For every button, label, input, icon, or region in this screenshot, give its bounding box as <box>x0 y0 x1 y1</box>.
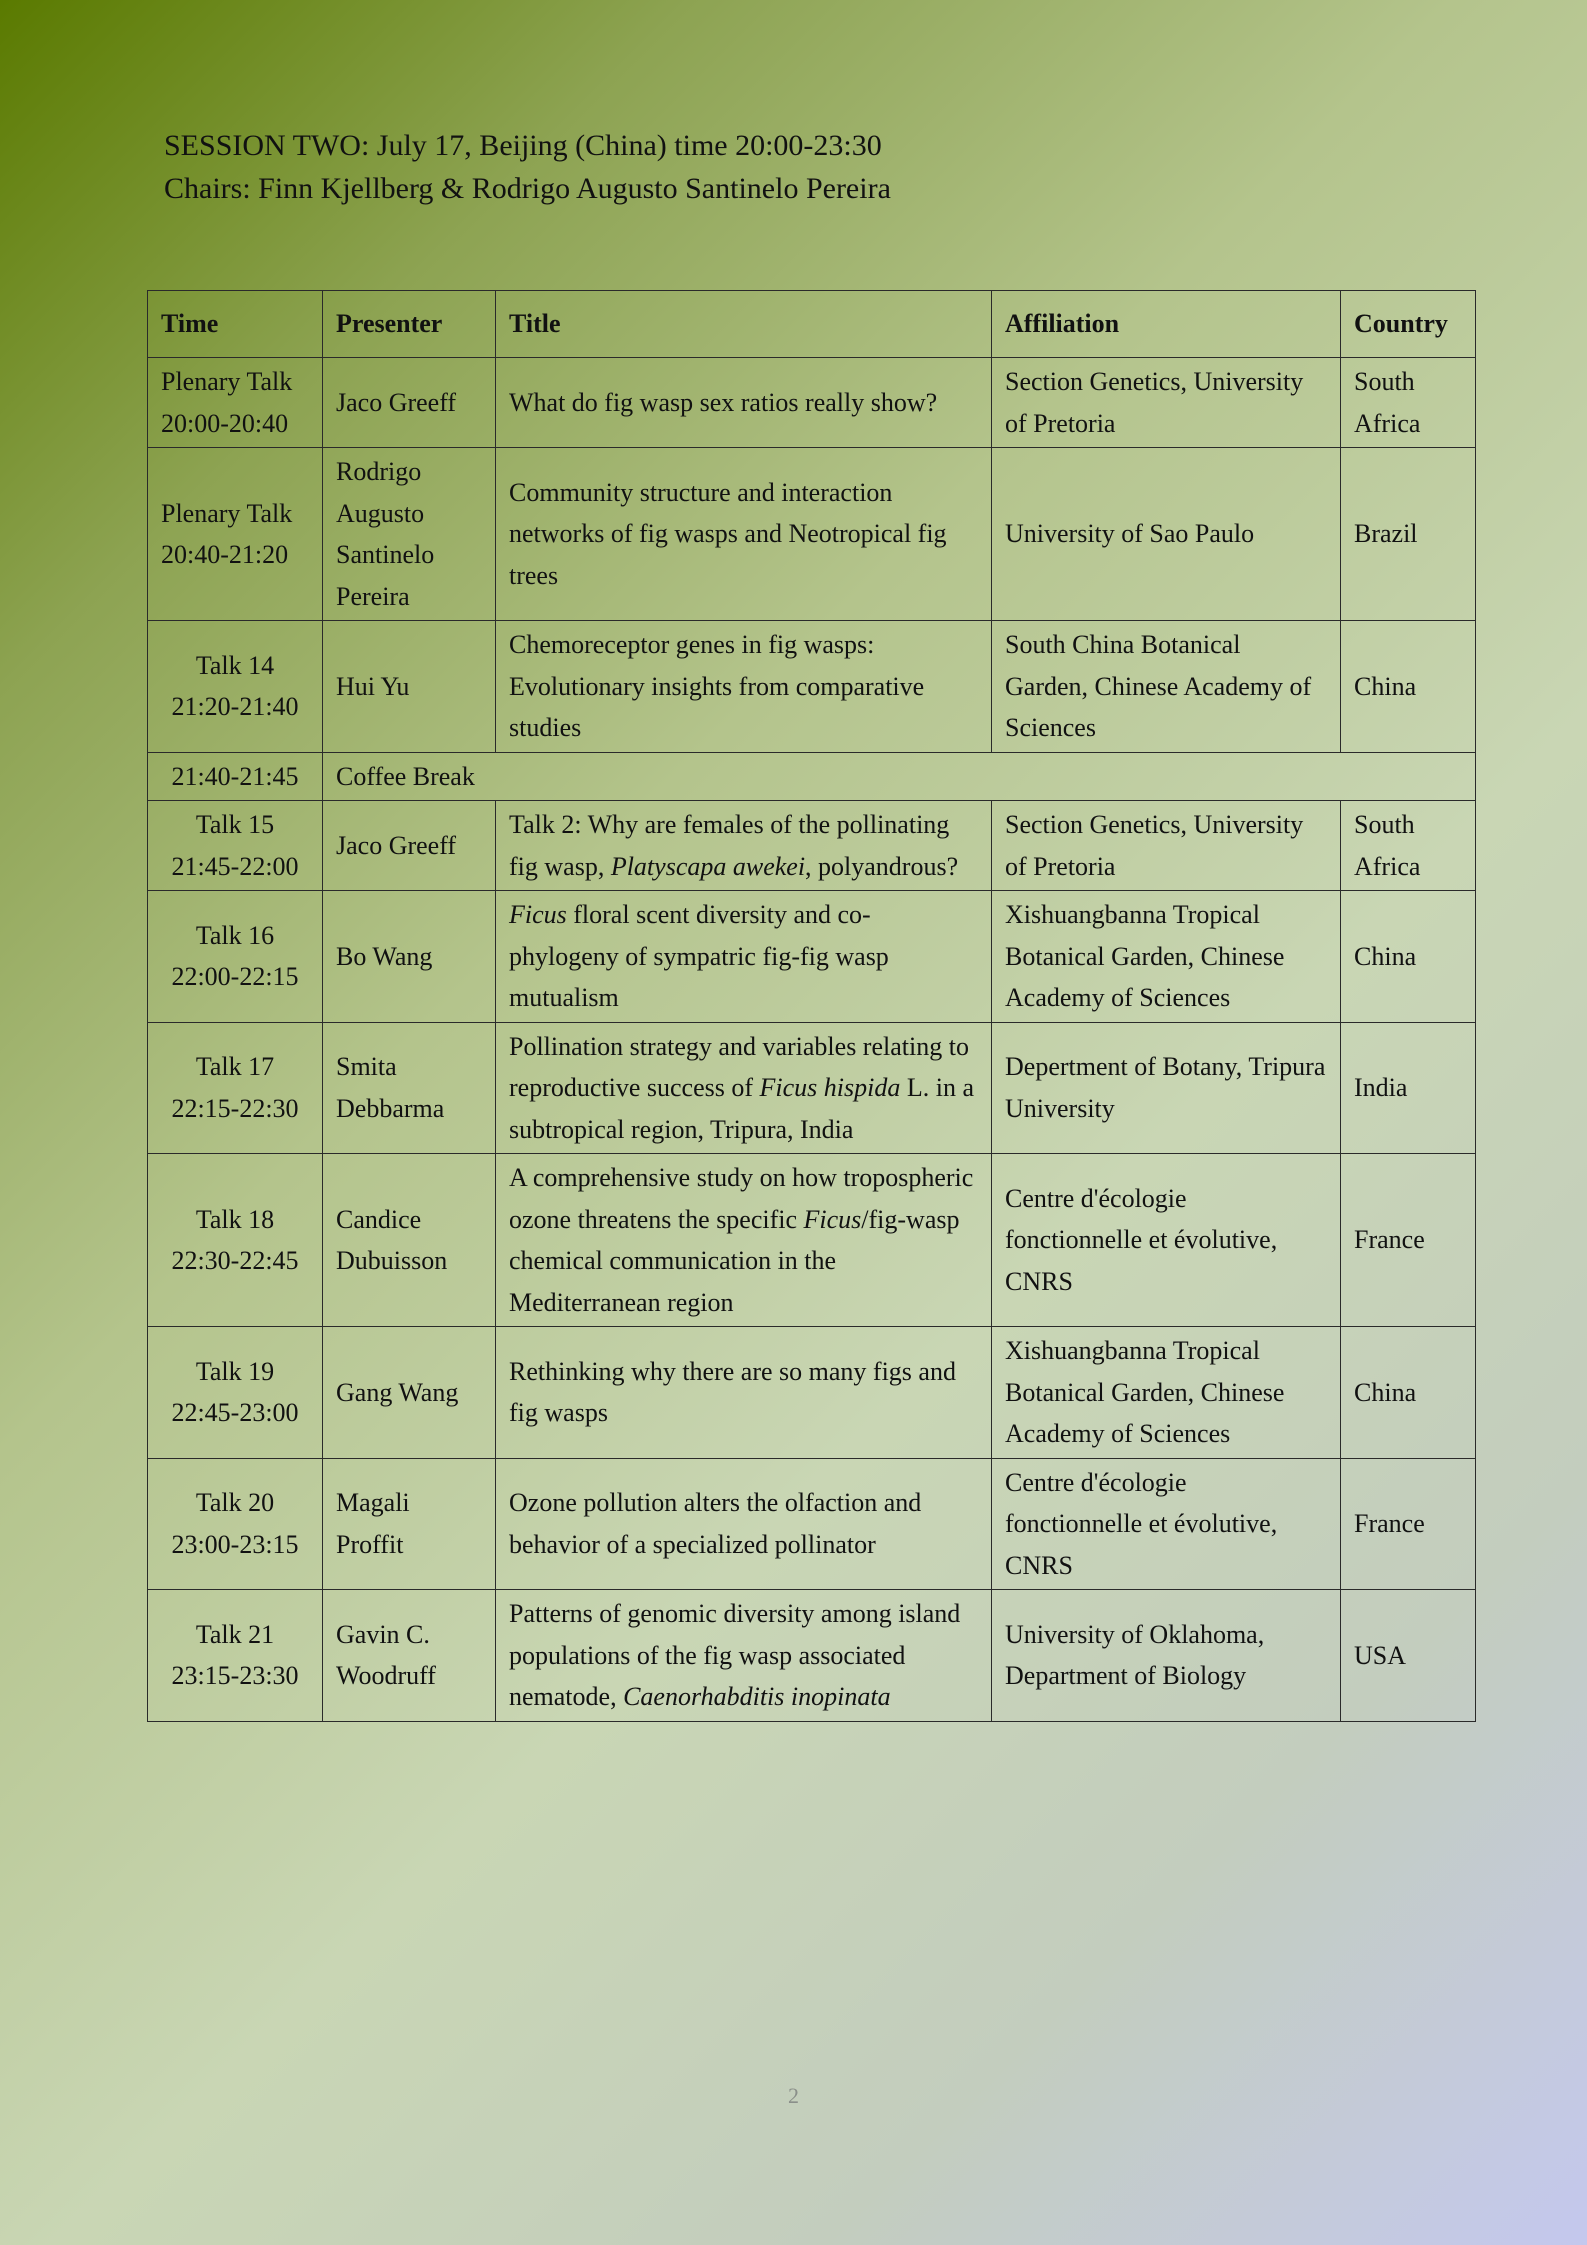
talk-time-cell <box>148 1327 323 1459</box>
talk-label: Plenary Talk <box>161 498 293 528</box>
country-cell: South Africa <box>1341 358 1476 448</box>
talk-title-cell <box>496 1458 992 1590</box>
table-header-row <box>148 291 1476 358</box>
country-cell: China <box>1341 621 1476 753</box>
talk-title-text: Chemoreceptor genes in fig wasps: Evolutionary insights from comparative studies <box>509 630 925 742</box>
table-row <box>148 1590 1476 1722</box>
talk-time-cell <box>148 801 323 891</box>
table-row <box>148 801 1476 891</box>
talk-title-text: What do fig wasp sex ratios really show? <box>509 387 938 417</box>
talk-title-cell <box>496 891 992 1023</box>
talk-title-text: Ozone pollution alters the olfaction and behavior of a specialized pollinator <box>509 1488 922 1559</box>
talk-time-range: 21:20-21:40 <box>171 692 299 722</box>
talk-time-range: 22:30-22:45 <box>171 1246 299 1275</box>
presenter-cell: Candice Dubuisson <box>323 1154 496 1327</box>
affiliation-cell: Centre d'écologie fonctionnelle et évolutive, CNRS <box>992 1458 1341 1590</box>
table-row <box>148 891 1476 1023</box>
table-row <box>148 448 1476 621</box>
presenter-cell: Hui Yu <box>323 621 496 753</box>
talk-time-range: 22:15-22:30 <box>171 1093 299 1123</box>
column-header-title: Title <box>496 291 992 358</box>
talk-title-cell <box>496 358 992 448</box>
talk-title-text: floral scent diversity and co-phylogeny of sympatric fig-fig wasp mutualism <box>509 900 889 1012</box>
affiliation-cell: Xishuangbanna Tropical Botanical Garden, Chinese Academy of Sciences <box>992 891 1341 1023</box>
talk-title-text: Talk 2: Why are females of the pollinating fig wasp, <box>509 810 950 881</box>
affiliation-cell: University of Oklahoma, Department of Biology <box>992 1590 1341 1722</box>
table-row <box>148 358 1476 448</box>
column-header-time: Time <box>148 291 323 358</box>
talk-label: Talk 20 <box>195 1488 275 1518</box>
talk-time-range: 20:00-20:40 <box>161 408 289 438</box>
talk-title-text: /fig-wasp chemical communication in the Mediterranean region <box>509 1204 960 1317</box>
program-table-body <box>148 358 1476 1722</box>
talk-title-text: Patterns of genomic diversity among island populations of the fig wasp associated nematode, <box>509 1599 961 1711</box>
talk-time-cell <box>148 1154 323 1327</box>
talk-time-range: 22:00-22:15 <box>171 962 299 992</box>
talk-time-cell <box>148 1022 323 1154</box>
affiliation-cell: Centre d'écologie fonctionnelle et évolutive, CNRS <box>992 1154 1341 1327</box>
talk-title-cell <box>496 801 992 891</box>
talk-time-range: 21:45-22:00 <box>171 851 299 881</box>
talk-time-cell <box>148 1458 323 1590</box>
session-title: SESSION TWO: July 17, Beijing (China) time 20:00-23:30 <box>164 129 882 162</box>
talk-title-cell <box>496 1590 992 1722</box>
presenter-cell: Rodrigo Augusto Santinelo Pereira <box>323 448 496 621</box>
talk-time-range: 23:00-23:15 <box>171 1529 299 1559</box>
talk-time-range: 20:40-21:20 <box>161 540 289 569</box>
talk-label: Talk 19 <box>195 1356 275 1386</box>
table-row <box>148 621 1476 753</box>
affiliation-cell: Depertment of Botany, Tripura University <box>992 1022 1341 1154</box>
talk-title-italic: Ficus hispida <box>759 1073 901 1102</box>
affiliation-cell: University of Sao Paulo <box>992 448 1341 621</box>
presenter-cell: Bo Wang <box>323 891 496 1023</box>
talk-title-italic: Platyscapa awekei <box>610 851 806 881</box>
talk-label: Talk 18 <box>195 1204 275 1234</box>
talk-title-italic: Ficus <box>509 900 567 929</box>
talk-title-cell <box>496 1154 992 1327</box>
talk-title-italic: Ficus <box>803 1204 862 1234</box>
affiliation-cell: Section Genetics, University of Pretoria <box>992 358 1341 448</box>
talk-title-text: , polyandrous? <box>805 851 959 881</box>
talk-title-cell <box>496 1022 992 1154</box>
talk-time-range: 23:15-23:30 <box>171 1661 299 1691</box>
affiliation-cell: Xishuangbanna Tropical Botanical Garden, Chinese Academy of Sciences <box>992 1327 1341 1459</box>
column-header-affiliation: Affiliation <box>992 291 1341 358</box>
talk-time-cell <box>148 1590 323 1722</box>
talk-title-text: Pollination strategy and variables relating to reproductive success of <box>509 1031 969 1102</box>
talk-label: Talk 14 <box>195 650 275 680</box>
presenter-cell: Gavin C. Woodruff <box>323 1590 496 1722</box>
talk-time-cell <box>148 448 323 621</box>
table-row <box>148 1327 1476 1459</box>
affiliation-cell: South China Botanical Garden, Chinese Academy of Sciences <box>992 621 1341 753</box>
country-cell: China <box>1341 1327 1476 1459</box>
break-label: Coffee Break <box>323 752 1476 801</box>
presenter-cell: Smita Debbarma <box>323 1022 496 1154</box>
session-chairs: Chairs: Finn Kjellberg & Rodrigo Augusto Santinelo Pereira <box>164 172 891 205</box>
presenter-cell: Gang Wang <box>323 1327 496 1459</box>
session-header <box>164 124 891 210</box>
country-cell: China <box>1341 891 1476 1023</box>
break-row <box>148 752 1476 801</box>
page-number: 2 <box>788 2083 799 2108</box>
talk-title-cell <box>496 621 992 753</box>
talk-title-italic: Caenorhabditis inopinata <box>623 1682 891 1711</box>
talk-label: Talk 15 <box>195 810 275 839</box>
talk-title-text: Community structure and interaction networks of fig wasps and Neotropical fig trees <box>509 477 947 590</box>
talk-title-text: A comprehensive study on how tropospheric ozone threatens the specific <box>509 1163 974 1234</box>
country-cell: USA <box>1341 1590 1476 1722</box>
talk-time-cell <box>148 621 323 753</box>
talk-label: Talk 21 <box>195 1619 275 1649</box>
talk-time-cell <box>148 891 323 1023</box>
talk-label: Plenary Talk <box>161 367 293 396</box>
talk-label: Talk 16 <box>195 920 275 950</box>
presenter-cell: Jaco Greeff <box>323 358 496 448</box>
table-row <box>148 1154 1476 1327</box>
country-cell: France <box>1341 1458 1476 1590</box>
country-cell: Brazil <box>1341 448 1476 621</box>
presenter-cell: Magali Proffit <box>323 1458 496 1590</box>
program-table <box>147 290 1476 1722</box>
presenter-cell: Jaco Greeff <box>323 801 496 891</box>
talk-title-text: Rethinking why there are so many figs and fig wasps <box>509 1356 956 1428</box>
column-header-country: Country <box>1341 291 1476 358</box>
country-cell: India <box>1341 1022 1476 1154</box>
table-row <box>148 1022 1476 1154</box>
affiliation-cell: Section Genetics, University of Pretoria <box>992 801 1341 891</box>
talk-title-text: L. in a subtropical region, Tripura, India <box>509 1073 975 1144</box>
talk-time-cell <box>148 358 323 448</box>
talk-time-range: 22:45-23:00 <box>171 1398 299 1428</box>
country-cell: South Africa <box>1341 801 1476 891</box>
column-header-presenter: Presenter <box>323 291 496 358</box>
country-cell: France <box>1341 1154 1476 1327</box>
talk-title-cell <box>496 1327 992 1459</box>
talk-title-cell <box>496 448 992 621</box>
table-row <box>148 1458 1476 1590</box>
break-time: 21:40-21:45 <box>148 752 323 801</box>
talk-label: Talk 17 <box>195 1052 275 1082</box>
